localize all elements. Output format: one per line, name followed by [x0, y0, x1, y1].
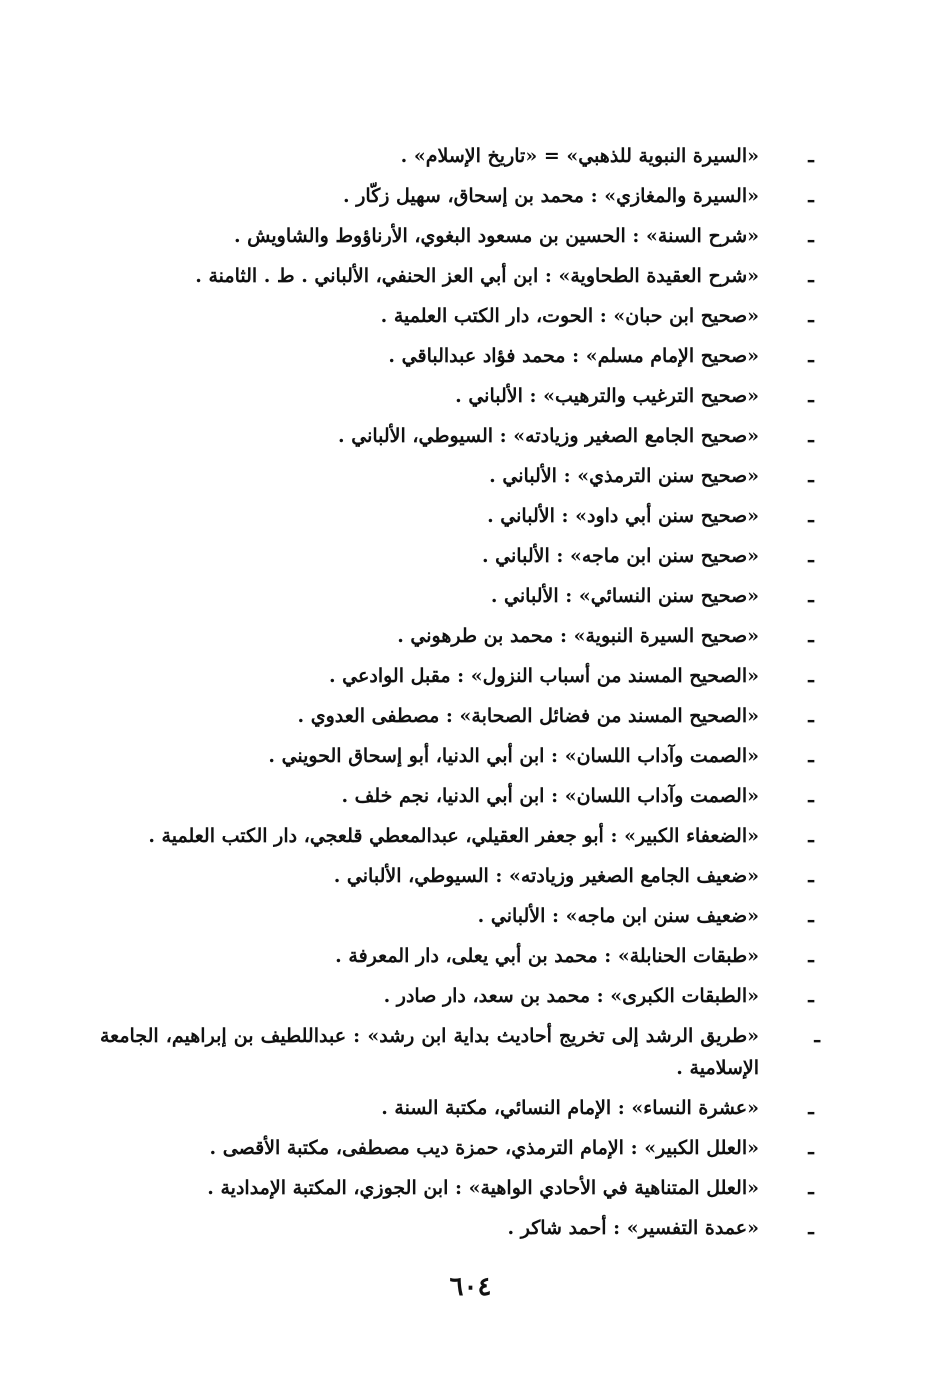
bibliography-entry: [100, 376, 820, 416]
bibliography-entry: [100, 616, 820, 656]
bibliography-entry: [100, 496, 820, 536]
bibliography-entry-text: «ضعيف سنن ابن ماجه» : الألباني .: [477, 905, 759, 927]
list-dash-marker: ـ: [808, 905, 814, 927]
list-dash-marker: ـ: [808, 1137, 814, 1159]
bibliography-entry: [100, 416, 820, 456]
bibliography-entry: [100, 776, 820, 816]
list-dash-marker: ـ: [808, 305, 814, 327]
list-dash-marker: ـ: [808, 465, 814, 487]
bibliography-entry: [100, 296, 820, 336]
bibliography-entry-text: «صحيح سنن النسائي» : الألباني .: [490, 585, 759, 607]
bibliography-entry-text: «السيرة والمغازي» : محمد بن إسحاق، سهيل زكّار .: [343, 185, 759, 207]
list-dash-marker: ـ: [808, 545, 814, 567]
page-number: ٦٠٤: [449, 1272, 492, 1302]
list-dash-marker: ـ: [814, 1025, 820, 1047]
list-dash-marker: ـ: [808, 1177, 814, 1199]
list-dash-marker: ـ: [808, 385, 814, 407]
bibliography-entry: [100, 1088, 820, 1128]
bibliography-entry: [100, 1016, 820, 1088]
bibliography-entry-text: «صحيح السيرة النبوية» : محمد بن طرهوني .: [397, 625, 759, 647]
bibliography-entry-text: «صحيح الترغيب والترهيب» : الألباني .: [455, 385, 759, 407]
bibliography-entry-text: «الصحيح المسند من فضائل الصحابة» : مصطفى العدوي .: [297, 705, 759, 727]
bibliography-entry: [100, 216, 820, 256]
bibliography-entry: [100, 176, 820, 216]
list-dash-marker: ـ: [808, 225, 814, 247]
bibliography-entry: [100, 696, 820, 736]
bibliography-entry-text: «العلل الكبير» : الإمام الترمذي، حمزة ديب مصطفى، مكتبة الأقصى .: [209, 1137, 759, 1159]
list-dash-marker: ـ: [808, 985, 814, 1007]
list-dash-marker: ـ: [808, 345, 814, 367]
bibliography-entry: [100, 256, 820, 296]
bibliography-entry-text: «صحيح سنن ابن ماجه» : الألباني .: [481, 545, 759, 567]
bibliography-entry-text: «العلل المتناهية في الأحادي الواهية» : ابن الجوزي، المكتبة الإمدادية .: [207, 1177, 759, 1199]
list-dash-marker: ـ: [808, 505, 814, 527]
list-dash-marker: ـ: [808, 945, 814, 967]
list-dash-marker: ـ: [808, 265, 814, 287]
bibliography-entry-text: «طبقات الحنابلة» : محمد بن أبي يعلى، دار المعرفة .: [335, 945, 759, 967]
bibliography-entry: [100, 1208, 820, 1248]
bibliography-entry-text: «ضعيف الجامع الصغير وزيادته» : السيوطي، الألباني .: [333, 865, 759, 887]
bibliography-entry-text: «طريق الرشد إلى تخريج أحاديث بداية ابن رشد» : عبداللطيف بن إبراهيم، الجامعة الإسلامية .: [100, 1025, 759, 1079]
bibliography-entry: [100, 536, 820, 576]
bibliography-list: [100, 136, 820, 1248]
bibliography-entry: [100, 936, 820, 976]
bibliography-entry-text: «صحيح الإمام مسلم» : محمد فؤاد عبدالباقي .: [388, 345, 759, 367]
bibliography-entry: [100, 1168, 820, 1208]
bibliography-entry-text: «الطبقات الكبرى» : محمد بن سعد، دار صادر .: [383, 985, 759, 1007]
bibliography-entry: [100, 136, 820, 176]
bibliography-entry-text: «السيرة النبوية للذهبي» = «تاريخ الإسلام» .: [400, 145, 759, 167]
list-dash-marker: ـ: [808, 145, 814, 167]
bibliography-entry-text: «الصحيح المسند من أسباب النزول» : مقبل الوادعي .: [328, 665, 759, 687]
bibliography-entry-text: «صحيح سنن الترمذي» : الألباني .: [489, 465, 759, 487]
bibliography-entry: [100, 976, 820, 1016]
list-dash-marker: ـ: [808, 625, 814, 647]
list-dash-marker: ـ: [808, 1097, 814, 1119]
bibliography-entry-text: «شرح السنة» : الحسين بن مسعود البغوي، الأرناؤوط والشاويش .: [233, 225, 759, 247]
bibliography-entry: [100, 656, 820, 696]
bibliography-entry-text: «صحيح ابن حبان» : الحوت، دار الكتب العلمية .: [380, 305, 759, 327]
list-dash-marker: ـ: [808, 665, 814, 687]
bibliography-entry: [100, 896, 820, 936]
list-dash-marker: ـ: [808, 705, 814, 727]
list-dash-marker: ـ: [808, 185, 814, 207]
list-dash-marker: ـ: [808, 865, 814, 887]
bibliography-entry-text: «صحيح الجامع الصغير وزيادته» : السيوطي، الألباني .: [338, 425, 759, 447]
bibliography-entry-text: «شرح العقيدة الطحاوية» : ابن أبي العز الحنفي، الألباني . ط . الثامنة .: [195, 265, 759, 287]
list-dash-marker: ـ: [808, 1217, 814, 1239]
bibliography-entry: [100, 816, 820, 856]
list-dash-marker: ـ: [808, 785, 814, 807]
bibliography-entry-text: «الصمت وآداب اللسان» : ابن أبي الدنيا، أبو إسحاق الحويني .: [268, 745, 759, 767]
bibliography-entry-text: «الصمت وآداب اللسان» : ابن أبي الدنيا، نجم خلف .: [341, 785, 759, 807]
list-dash-marker: ـ: [808, 585, 814, 607]
list-dash-marker: ـ: [808, 745, 814, 767]
bibliography-entry: [100, 456, 820, 496]
bibliography-entry: [100, 576, 820, 616]
list-dash-marker: ـ: [808, 425, 814, 447]
bibliography-entry-text: «عمدة التفسير» : أحمد شاكر .: [507, 1217, 759, 1239]
bibliography-entry-text: «الضعفاء الكبير» : أبو جعفر العقيلي، عبدالمعطي قلعجي، دار الكتب العلمية .: [148, 825, 759, 847]
bibliography-entry: [100, 736, 820, 776]
bibliography-entry-text: «صحيح سنن أبي داود» : الألباني .: [487, 505, 759, 527]
bibliography-entry: [100, 856, 820, 896]
bibliography-entry-text: «عشرة النساء» : الإمام النسائي، مكتبة السنة .: [381, 1097, 759, 1119]
bibliography-entry: [100, 1128, 820, 1168]
list-dash-marker: ـ: [808, 825, 814, 847]
bibliography-entry: [100, 336, 820, 376]
